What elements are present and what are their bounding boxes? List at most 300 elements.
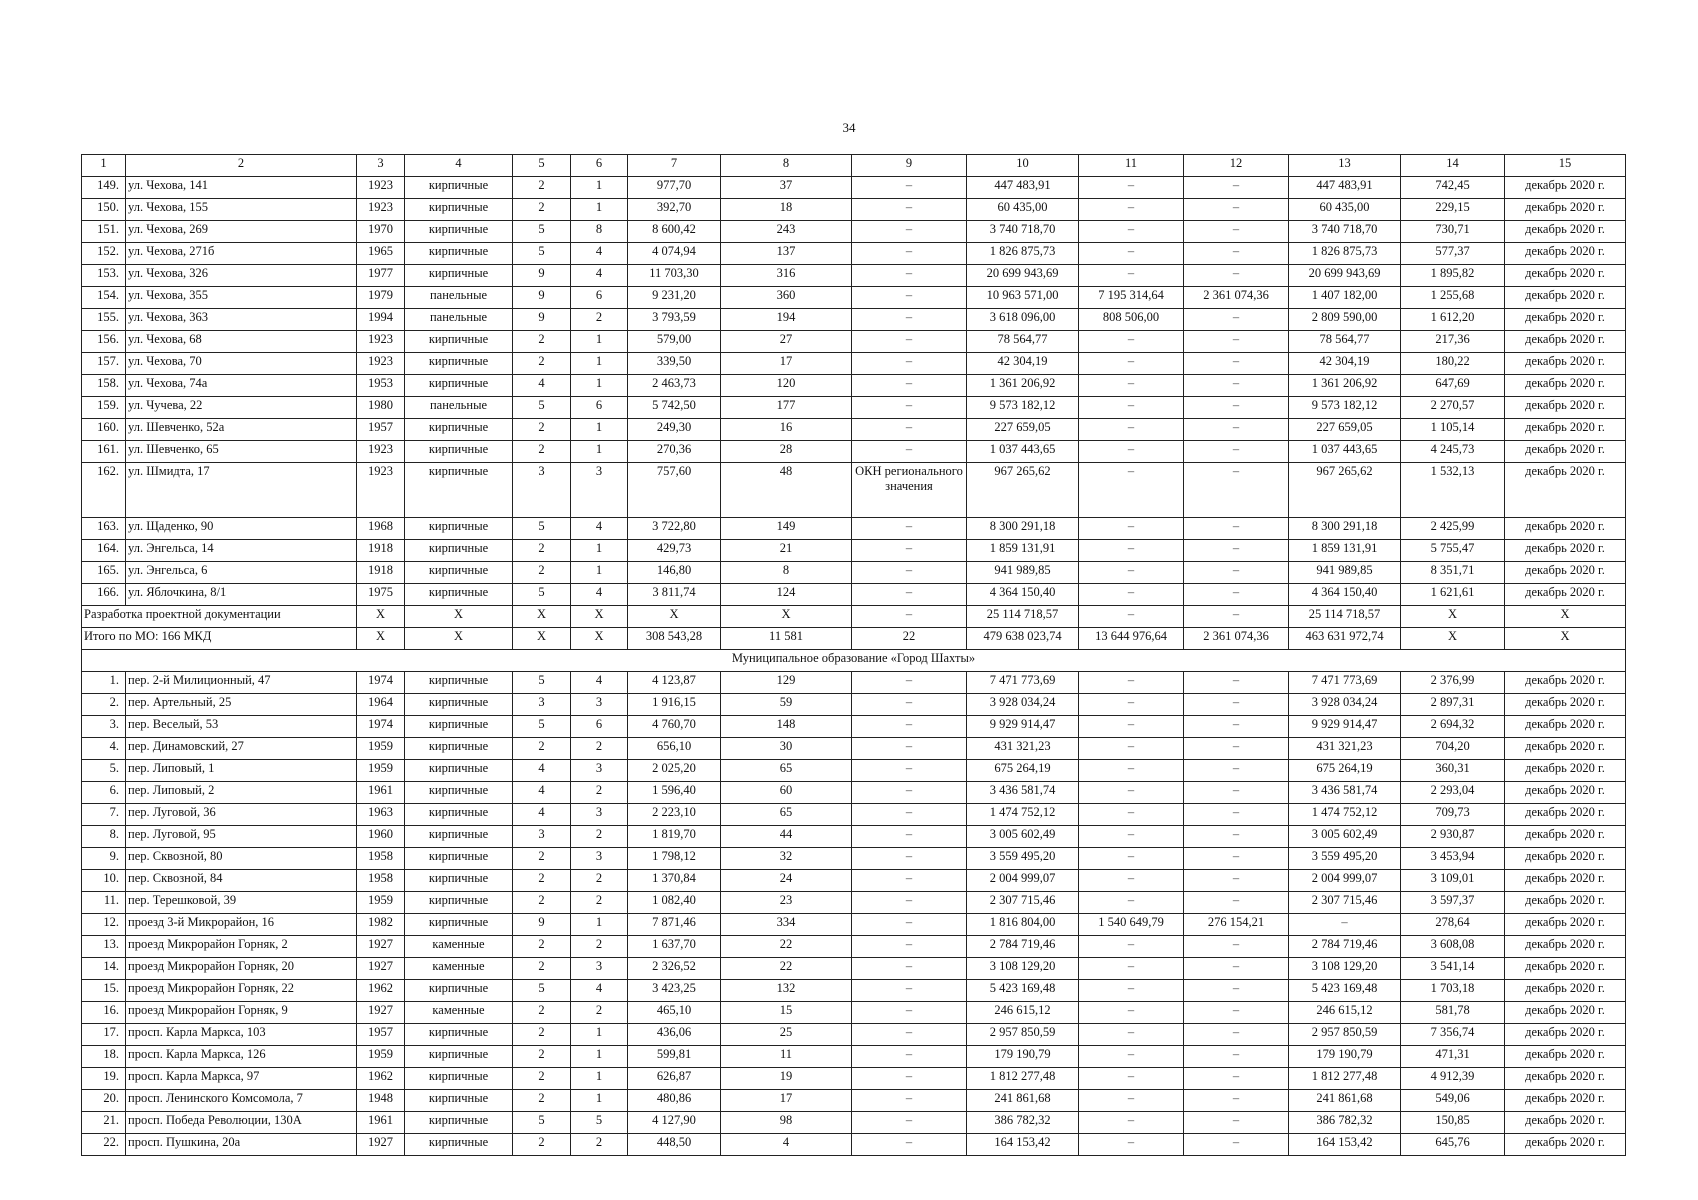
cell-col-13: 179 190,79 <box>1289 1046 1401 1068</box>
table-row <box>82 463 1626 518</box>
cell-col-6: 4 <box>571 672 628 694</box>
cell-col-2: просп. Карла Маркса, 103 <box>126 1024 357 1046</box>
cell-col-12: – <box>1184 716 1289 738</box>
cell-col-3: 1962 <box>357 980 405 1002</box>
cell-col-3: 1927 <box>357 1134 405 1156</box>
cell-col-13: 941 989,85 <box>1289 562 1401 584</box>
cell-col-5: 5 <box>513 518 571 540</box>
cell-col-4: кирпичные <box>405 804 513 826</box>
cell-col-4: кирпичные <box>405 1068 513 1090</box>
cell-col-4: кирпичные <box>405 914 513 936</box>
cell-col-7: 2 463,73 <box>628 375 721 397</box>
cell-col-9: – <box>852 870 967 892</box>
cell-col-7: 392,70 <box>628 199 721 221</box>
column-number-15: 15 <box>1505 155 1626 177</box>
cell-col-14: 3 541,14 <box>1401 958 1505 980</box>
cell-col-15: декабрь 2020 г. <box>1505 518 1626 540</box>
cell-col-2: ул. Чехова, 326 <box>126 265 357 287</box>
cell-col-6: 1 <box>571 353 628 375</box>
table-row <box>82 518 1626 540</box>
cell-col-6: 2 <box>571 892 628 914</box>
cell-col-12: – <box>1184 804 1289 826</box>
cell-col-2: пер. Динамовский, 27 <box>126 738 357 760</box>
cell-col-5: 2 <box>513 419 571 441</box>
housing-table <box>81 154 1626 1156</box>
cell-col-1: 19. <box>82 1068 126 1090</box>
cell-col-11: – <box>1079 848 1184 870</box>
cell-col-10: 25 114 718,57 <box>967 606 1079 628</box>
cell-col-1: 149. <box>82 177 126 199</box>
cell-col-11: – <box>1079 1090 1184 1112</box>
cell-col-14: 2 270,57 <box>1401 397 1505 419</box>
cell-col-11: – <box>1079 936 1184 958</box>
cell-col-2: проезд 3-й Микрорайон, 16 <box>126 914 357 936</box>
cell-col-15: декабрь 2020 г. <box>1505 419 1626 441</box>
cell-col-10: 5 423 169,48 <box>967 980 1079 1002</box>
cell-col-3: 1959 <box>357 760 405 782</box>
cell-col-11: – <box>1079 584 1184 606</box>
cell-col-9: – <box>852 199 967 221</box>
table-row <box>82 694 1626 716</box>
cell-col-9: – <box>852 716 967 738</box>
cell-col-11: – <box>1079 892 1184 914</box>
cell-col-9: – <box>852 1134 967 1156</box>
cell-col-2: проезд Микрорайон Горняк, 22 <box>126 980 357 1002</box>
column-number-8: 8 <box>721 155 852 177</box>
cell-col-3: X <box>357 628 405 650</box>
cell-col-10: 941 989,85 <box>967 562 1079 584</box>
cell-col-12: – <box>1184 1134 1289 1156</box>
column-number-2: 2 <box>126 155 357 177</box>
cell-col-2: пер. Веселый, 53 <box>126 716 357 738</box>
cell-col-15: декабрь 2020 г. <box>1505 375 1626 397</box>
cell-col-15: декабрь 2020 г. <box>1505 540 1626 562</box>
cell-col-10: 3 559 495,20 <box>967 848 1079 870</box>
cell-col-11: – <box>1079 826 1184 848</box>
cell-col-2: ул. Чехова, 155 <box>126 199 357 221</box>
cell-col-6: 1 <box>571 1024 628 1046</box>
cell-col-3: 1960 <box>357 826 405 848</box>
cell-col-7: 436,06 <box>628 1024 721 1046</box>
cell-col-11: 808 506,00 <box>1079 309 1184 331</box>
cell-col-12: – <box>1184 738 1289 760</box>
table-row <box>82 309 1626 331</box>
cell-col-3: 1958 <box>357 848 405 870</box>
cell-col-5: 2 <box>513 738 571 760</box>
cell-col-3: 1948 <box>357 1090 405 1112</box>
cell-col-14: 7 356,74 <box>1401 1024 1505 1046</box>
cell-col-4: кирпичные <box>405 243 513 265</box>
cell-col-10: 20 699 943,69 <box>967 265 1079 287</box>
cell-col-2: пер. 2-й Милиционный, 47 <box>126 672 357 694</box>
cell-col-11: – <box>1079 375 1184 397</box>
cell-col-3: 1923 <box>357 353 405 375</box>
cell-col-12: – <box>1184 397 1289 419</box>
cell-col-4: кирпичные <box>405 441 513 463</box>
cell-col-12: – <box>1184 936 1289 958</box>
cell-col-1: 153. <box>82 265 126 287</box>
cell-col-7: 1 916,15 <box>628 694 721 716</box>
cell-col-3: 1980 <box>357 397 405 419</box>
cell-col-15: декабрь 2020 г. <box>1505 584 1626 606</box>
cell-col-7: 1 798,12 <box>628 848 721 870</box>
cell-col-6: 1 <box>571 540 628 562</box>
cell-col-7: 2 223,10 <box>628 804 721 826</box>
cell-col-12: – <box>1184 892 1289 914</box>
cell-col-9: – <box>852 760 967 782</box>
cell-col-8: 22 <box>721 958 852 980</box>
cell-col-11: – <box>1079 958 1184 980</box>
cell-col-6: 2 <box>571 826 628 848</box>
table-row <box>82 804 1626 826</box>
cell-col-4: каменные <box>405 1002 513 1024</box>
cell-col-5: 2 <box>513 1134 571 1156</box>
cell-col-2: пер. Луговой, 36 <box>126 804 357 826</box>
section-title: Муниципальное образование «Город Шахты» <box>82 650 1626 672</box>
cell-col-10: 1 816 804,00 <box>967 914 1079 936</box>
cell-col-14: X <box>1401 628 1505 650</box>
cell-col-4: кирпичные <box>405 265 513 287</box>
cell-col-3: 1977 <box>357 265 405 287</box>
cell-col-9: – <box>852 1002 967 1024</box>
column-number-7: 7 <box>628 155 721 177</box>
cell-col-2: ул. Шмидта, 17 <box>126 463 357 518</box>
cell-col-13: 675 264,19 <box>1289 760 1401 782</box>
cell-col-13: 3 559 495,20 <box>1289 848 1401 870</box>
cell-col-10: 675 264,19 <box>967 760 1079 782</box>
cell-col-12: 276 154,21 <box>1184 914 1289 936</box>
cell-col-6: 1 <box>571 331 628 353</box>
cell-col-12: 2 361 074,36 <box>1184 287 1289 309</box>
cell-col-13: 3 108 129,20 <box>1289 958 1401 980</box>
cell-col-5: X <box>513 628 571 650</box>
cell-col-12: – <box>1184 584 1289 606</box>
cell-col-7: 1 819,70 <box>628 826 721 848</box>
cell-col-4: кирпичные <box>405 540 513 562</box>
cell-col-9: – <box>852 177 967 199</box>
cell-col-12: – <box>1184 606 1289 628</box>
cell-col-9: – <box>852 584 967 606</box>
cell-col-15: декабрь 2020 г. <box>1505 870 1626 892</box>
cell-col-7: 429,73 <box>628 540 721 562</box>
cell-col-6: 1 <box>571 914 628 936</box>
cell-col-12: – <box>1184 1112 1289 1134</box>
table-row <box>82 914 1626 936</box>
cell-col-4: кирпичные <box>405 177 513 199</box>
cell-col-1: 160. <box>82 419 126 441</box>
cell-col-14: 709,73 <box>1401 804 1505 826</box>
cell-col-8: 316 <box>721 265 852 287</box>
cell-col-1: 18. <box>82 1046 126 1068</box>
cell-col-15: декабрь 2020 г. <box>1505 716 1626 738</box>
cell-col-4: кирпичные <box>405 716 513 738</box>
cell-col-12: – <box>1184 958 1289 980</box>
cell-col-2: ул. Чехова, 269 <box>126 221 357 243</box>
cell-col-11: – <box>1079 672 1184 694</box>
cell-col-12: – <box>1184 1024 1289 1046</box>
cell-col-4: кирпичные <box>405 782 513 804</box>
cell-col-9: – <box>852 804 967 826</box>
column-number-4: 4 <box>405 155 513 177</box>
cell-col-5: 2 <box>513 331 571 353</box>
cell-col-12: – <box>1184 221 1289 243</box>
cell-col-13: 2 307 715,46 <box>1289 892 1401 914</box>
cell-col-15: декабрь 2020 г. <box>1505 892 1626 914</box>
cell-col-6: 1 <box>571 1068 628 1090</box>
cell-col-12: – <box>1184 672 1289 694</box>
cell-col-13: 25 114 718,57 <box>1289 606 1401 628</box>
cell-col-3: 1923 <box>357 463 405 518</box>
cell-col-13: 78 564,77 <box>1289 331 1401 353</box>
cell-col-14: X <box>1401 606 1505 628</box>
cell-col-10: 42 304,19 <box>967 353 1079 375</box>
cell-col-3: 1957 <box>357 1024 405 1046</box>
cell-col-12: – <box>1184 518 1289 540</box>
cell-col-8: 17 <box>721 353 852 375</box>
cell-col-12: – <box>1184 870 1289 892</box>
cell-col-8: 44 <box>721 826 852 848</box>
cell-col-15: декабрь 2020 г. <box>1505 309 1626 331</box>
cell-col-12: – <box>1184 540 1289 562</box>
cell-col-7: 2 326,52 <box>628 958 721 980</box>
cell-col-14: 360,31 <box>1401 760 1505 782</box>
cell-col-13: 8 300 291,18 <box>1289 518 1401 540</box>
cell-col-8: 65 <box>721 760 852 782</box>
cell-col-7: 4 123,87 <box>628 672 721 694</box>
cell-col-5: 5 <box>513 672 571 694</box>
cell-col-10: 479 638 023,74 <box>967 628 1079 650</box>
cell-col-14: 471,31 <box>1401 1046 1505 1068</box>
cell-col-15: декабрь 2020 г. <box>1505 331 1626 353</box>
cell-col-3: 1965 <box>357 243 405 265</box>
cell-col-4: кирпичные <box>405 1134 513 1156</box>
cell-col-3: 1927 <box>357 1002 405 1024</box>
cell-col-9: – <box>852 738 967 760</box>
cell-col-6: 3 <box>571 463 628 518</box>
cell-col-1: 164. <box>82 540 126 562</box>
cell-col-2: проезд Микрорайон Горняк, 2 <box>126 936 357 958</box>
cell-col-3: 1958 <box>357 870 405 892</box>
cell-col-1: 155. <box>82 309 126 331</box>
cell-col-13: 2 004 999,07 <box>1289 870 1401 892</box>
cell-col-4: кирпичные <box>405 331 513 353</box>
cell-col-9: – <box>852 782 967 804</box>
table-row <box>82 980 1626 1002</box>
cell-col-6: 6 <box>571 397 628 419</box>
cell-col-5: 3 <box>513 826 571 848</box>
cell-col-8: 334 <box>721 914 852 936</box>
cell-col-13: 4 364 150,40 <box>1289 584 1401 606</box>
cell-col-3: 1918 <box>357 540 405 562</box>
cell-col-4: X <box>405 628 513 650</box>
cell-col-6: 1 <box>571 562 628 584</box>
cell-col-14: 3 109,01 <box>1401 870 1505 892</box>
cell-col-11: 13 644 976,64 <box>1079 628 1184 650</box>
cell-col-12: – <box>1184 848 1289 870</box>
cell-col-13: 227 659,05 <box>1289 419 1401 441</box>
cell-col-10: 2 784 719,46 <box>967 936 1079 958</box>
cell-col-10: 386 782,32 <box>967 1112 1079 1134</box>
cell-col-12: – <box>1184 694 1289 716</box>
cell-col-15: декабрь 2020 г. <box>1505 221 1626 243</box>
table-row <box>82 1134 1626 1156</box>
cell-col-5: 5 <box>513 397 571 419</box>
cell-col-15: декабрь 2020 г. <box>1505 958 1626 980</box>
cell-col-10: 2 307 715,46 <box>967 892 1079 914</box>
cell-col-6: 6 <box>571 287 628 309</box>
table-row <box>82 672 1626 694</box>
cell-col-14: 730,71 <box>1401 221 1505 243</box>
cell-col-15: декабрь 2020 г. <box>1505 243 1626 265</box>
cell-col-14: 1 895,82 <box>1401 265 1505 287</box>
cell-col-14: 549,06 <box>1401 1090 1505 1112</box>
cell-col-2: ул. Яблочкина, 8/1 <box>126 584 357 606</box>
cell-col-2: проезд Микрорайон Горняк, 20 <box>126 958 357 980</box>
cell-col-8: 177 <box>721 397 852 419</box>
cell-col-6: 2 <box>571 1002 628 1024</box>
project-docs-row <box>82 606 1626 628</box>
cell-col-3: 1962 <box>357 1068 405 1090</box>
cell-col-1: 154. <box>82 287 126 309</box>
cell-col-6: 1 <box>571 375 628 397</box>
cell-col-13: 1 407 182,00 <box>1289 287 1401 309</box>
table-row <box>82 441 1626 463</box>
cell-col-11: – <box>1079 397 1184 419</box>
cell-col-4: кирпичные <box>405 738 513 760</box>
cell-col-1: 159. <box>82 397 126 419</box>
table-row <box>82 1046 1626 1068</box>
cell-col-11: – <box>1079 804 1184 826</box>
cell-col-1: 163. <box>82 518 126 540</box>
cell-col-14: 5 755,47 <box>1401 540 1505 562</box>
cell-col-6: 4 <box>571 584 628 606</box>
cell-col-7: 249,30 <box>628 419 721 441</box>
cell-col-15: декабрь 2020 г. <box>1505 782 1626 804</box>
cell-col-11: – <box>1079 441 1184 463</box>
cell-col-14: 1 255,68 <box>1401 287 1505 309</box>
table-row <box>82 562 1626 584</box>
cell-col-1: 165. <box>82 562 126 584</box>
table-row <box>82 397 1626 419</box>
cell-col-8: 22 <box>721 936 852 958</box>
cell-col-5: 3 <box>513 694 571 716</box>
cell-col-1: 166. <box>82 584 126 606</box>
cell-col-6: 2 <box>571 1134 628 1156</box>
cell-col-1: 17. <box>82 1024 126 1046</box>
cell-col-6: 3 <box>571 848 628 870</box>
cell-col-9: – <box>852 540 967 562</box>
column-number-5: 5 <box>513 155 571 177</box>
cell-col-8: 21 <box>721 540 852 562</box>
cell-col-5: 2 <box>513 1090 571 1112</box>
cell-col-5: 9 <box>513 265 571 287</box>
cell-col-2: просп. Карла Маркса, 126 <box>126 1046 357 1068</box>
cell-col-11: – <box>1079 562 1184 584</box>
cell-col-4: кирпичные <box>405 826 513 848</box>
cell-col-11: – <box>1079 782 1184 804</box>
cell-col-13: 1 474 752,12 <box>1289 804 1401 826</box>
cell-col-7: 4 760,70 <box>628 716 721 738</box>
cell-col-8: 19 <box>721 1068 852 1090</box>
cell-col-6: 1 <box>571 1046 628 1068</box>
cell-col-15: декабрь 2020 г. <box>1505 265 1626 287</box>
cell-col-12: – <box>1184 177 1289 199</box>
cell-col-13: 241 861,68 <box>1289 1090 1401 1112</box>
cell-col-9: – <box>852 936 967 958</box>
cell-col-2: ул. Чучева, 22 <box>126 397 357 419</box>
cell-col-9: – <box>852 672 967 694</box>
cell-col-2: ул. Чехова, 70 <box>126 353 357 375</box>
cell-col-9: – <box>852 397 967 419</box>
cell-col-11: – <box>1079 870 1184 892</box>
cell-col-5: 2 <box>513 1002 571 1024</box>
cell-col-9: – <box>852 914 967 936</box>
cell-col-6: X <box>571 628 628 650</box>
cell-col-3: 1975 <box>357 584 405 606</box>
cell-col-3: 1953 <box>357 375 405 397</box>
cell-col-7: 599,81 <box>628 1046 721 1068</box>
total-row-label: Итого по МО: 166 МКД <box>82 628 357 650</box>
cell-col-5: 2 <box>513 892 571 914</box>
cell-col-7: 4 074,94 <box>628 243 721 265</box>
cell-col-7: 1 637,70 <box>628 936 721 958</box>
cell-col-10: 179 190,79 <box>967 1046 1079 1068</box>
cell-col-15: декабрь 2020 г. <box>1505 936 1626 958</box>
cell-col-4: кирпичные <box>405 419 513 441</box>
cell-col-5: 5 <box>513 584 571 606</box>
cell-col-6: 2 <box>571 870 628 892</box>
cell-col-7: 7 871,46 <box>628 914 721 936</box>
cell-col-14: 278,64 <box>1401 914 1505 936</box>
cell-col-9: – <box>852 375 967 397</box>
cell-col-12: – <box>1184 760 1289 782</box>
cell-col-7: 5 742,50 <box>628 397 721 419</box>
cell-col-8: 32 <box>721 848 852 870</box>
cell-col-7: 465,10 <box>628 1002 721 1024</box>
cell-col-2: пер. Липовый, 1 <box>126 760 357 782</box>
cell-col-3: 1927 <box>357 936 405 958</box>
cell-col-10: 1 037 443,65 <box>967 441 1079 463</box>
cell-col-5: 3 <box>513 463 571 518</box>
cell-col-10: 78 564,77 <box>967 331 1079 353</box>
cell-col-6: 1 <box>571 199 628 221</box>
cell-col-5: 9 <box>513 287 571 309</box>
cell-col-15: декабрь 2020 г. <box>1505 1002 1626 1024</box>
cell-col-10: 2 957 850,59 <box>967 1024 1079 1046</box>
cell-col-4: панельные <box>405 397 513 419</box>
cell-col-9: – <box>852 958 967 980</box>
cell-col-13: 3 005 602,49 <box>1289 826 1401 848</box>
cell-col-4: кирпичные <box>405 584 513 606</box>
cell-col-3: 1982 <box>357 914 405 936</box>
cell-col-10: 3 740 718,70 <box>967 221 1079 243</box>
cell-col-14: 2 376,99 <box>1401 672 1505 694</box>
cell-col-11: – <box>1079 1068 1184 1090</box>
cell-col-9: – <box>852 980 967 1002</box>
cell-col-8: 132 <box>721 980 852 1002</box>
cell-col-12: – <box>1184 243 1289 265</box>
cell-col-8: 129 <box>721 672 852 694</box>
cell-col-14: 2 930,87 <box>1401 826 1505 848</box>
cell-col-10: 967 265,62 <box>967 463 1079 518</box>
cell-col-9: – <box>852 353 967 375</box>
cell-col-14: 1 105,14 <box>1401 419 1505 441</box>
cell-col-4: кирпичные <box>405 353 513 375</box>
column-number-9: 9 <box>852 155 967 177</box>
cell-col-15: декабрь 2020 г. <box>1505 1046 1626 1068</box>
cell-col-4: кирпичные <box>405 562 513 584</box>
cell-col-12: – <box>1184 562 1289 584</box>
